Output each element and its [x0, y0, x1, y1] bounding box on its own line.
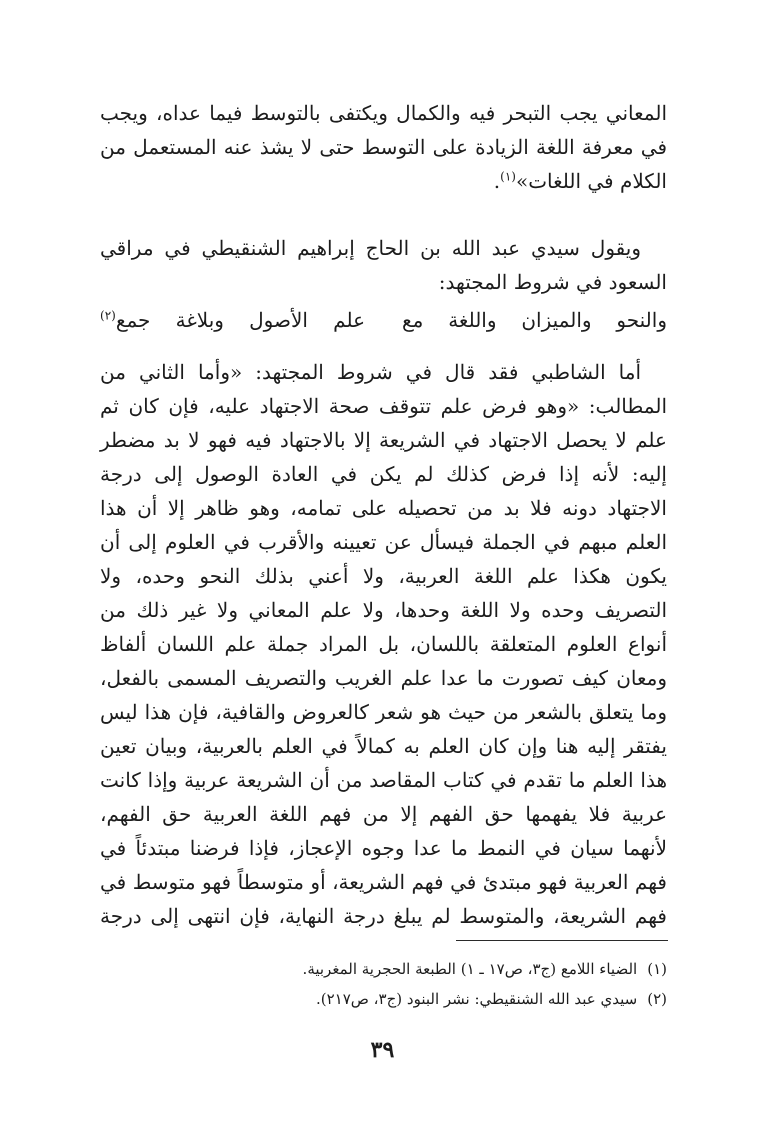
paragraph-line-with-footnote — [100, 164, 667, 198]
paragraph-line: في معرفة اللغة الزيادة على التوسط حتى لا يشذ عنه المستعمل من — [100, 135, 667, 159]
footnote-number: (٢) — [647, 990, 667, 1008]
footnote-number: (١) — [647, 960, 667, 978]
paragraph-line: التصريف وحده ولا اللغة وحدها، ولا علم المعاني ولا غير ذلك من — [100, 598, 667, 622]
sentence-end: . — [493, 169, 501, 193]
paragraph-line: ويقول سيدي عبد الله بن الحاج إبراهيم الشنقيطي في مراقي — [100, 236, 641, 260]
paragraph-1 — [100, 96, 667, 198]
paragraph-line: عربية فلا يفهمها حق الفهم إلا من فهم اللغة العربية حق الفهم، — [100, 802, 667, 826]
paragraph-line: يفتقر إليه هنا وإن كان العلم به كمالاً في العلم بالعربية، وبيان تعين — [100, 734, 667, 758]
footnote-1 — [100, 954, 667, 984]
footnotes — [100, 954, 667, 1014]
verse-hemistich-2: علم الأصول وبلاغة جمع — [115, 308, 365, 332]
footnote-text: سيدي عبد الله الشنقيطي: نشر البنود (ج٣، ص٢١٧). — [315, 990, 638, 1008]
footnote-text: الضياء اللامع (ج٣، ص١٧ ـ ١) الطبعة الحجرية المغربية. — [302, 960, 638, 978]
paragraph-line-text: الكلام في اللغات» — [515, 169, 667, 193]
verse-line — [100, 303, 667, 337]
paragraph-line: فهم الشريعة، والمتوسط لم يبلغ درجة النهاية، فإن انتهى إلى درجة — [100, 904, 667, 928]
paragraph-line: علم لا يحصل الاجتهاد في الشريعة إلا بالاجتهاد فيه فهو لا بد مضطر — [100, 428, 667, 452]
footnote-reference-1: (١) — [500, 169, 516, 184]
footnote-reference-2: (٢) — [100, 308, 116, 323]
paragraph-line: المطالب: «وهو فرض علم تتوقف صحة الاجتهاد عليه، فإن كان ثم — [100, 394, 667, 418]
footnote-2 — [100, 984, 667, 1014]
paragraph-line: هذا العلم ما تقدم في كتاب المقاصد من أن الشريعة عربية وإذا كانت — [100, 768, 667, 792]
verse-hemistich-1: والنحو والميزان واللغة مع — [402, 308, 667, 332]
paragraph-line: لأنهما سيان في النمط ما عدا وجوه الإعجاز، فإذا فرضنا مبتدئاً في — [100, 836, 667, 860]
verse-hemistich-2-wrapper — [100, 303, 365, 337]
paragraph-3 — [100, 355, 667, 933]
footnote-divider — [456, 940, 668, 941]
paragraph-line: العلم مبهم في الجملة فيسأل عن تعيينه والأقرب في العلوم إلى أن — [100, 530, 667, 554]
paragraph-line: ومعان كيف تصورت ما عدا علم الغريب والتصريف المسمى بالفعل، — [100, 666, 667, 690]
paragraph-line: الاجتهاد دونه فلا بد من تحصيله على تمامه، وهو ظاهر إلا أن هذا — [100, 496, 667, 520]
paragraph-line: السعود في شروط المجتهد: — [438, 270, 667, 294]
paragraph-line: إليه: لأنه إذا فرض كذلك لم يكن في العادة الوصول إلى درجة — [100, 462, 667, 486]
paragraph-line: أما الشاطبي فقد قال في شروط المجتهد: «وأما الثاني من — [100, 360, 641, 384]
paragraph-line: المعاني يجب التبحر فيه والكمال ويكتفى بالتوسط فيما عداه، ويجب — [100, 101, 667, 125]
paragraph-2 — [100, 231, 667, 299]
paragraph-line: أنواع العلوم المتعلقة باللسان، بل المراد جملة علم اللسان ألفاظ — [100, 632, 667, 656]
paragraph-line: وما يتعلق بالشعر من حيث هو شعر كالعروض والقافية، فإن هذا ليس — [100, 700, 667, 724]
paragraph-line: فهم العربية فهو مبتدئ في فهم الشريعة، أو متوسطاً فهو متوسط في — [100, 870, 667, 894]
paragraph-line: يكون هكذا علم اللغة العربية، ولا أعني بذلك النحو وحده، ولا — [100, 564, 667, 588]
page-number: ٣٩ — [370, 1037, 395, 1063]
